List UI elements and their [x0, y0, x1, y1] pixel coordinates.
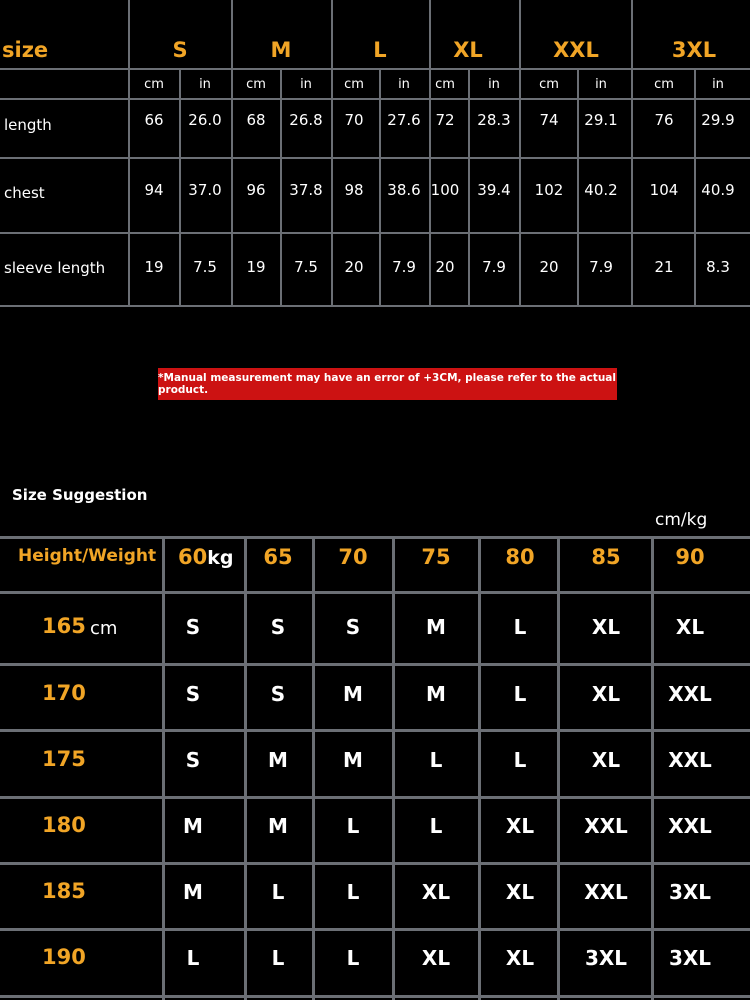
grid-line — [631, 0, 633, 307]
height-label-185: 185 — [42, 879, 86, 903]
suggested-size-cell: XL — [421, 880, 451, 904]
corner-label: Height/Weight — [18, 546, 157, 566]
unit-in-label: in — [199, 77, 211, 92]
unit-cm-label: cm — [539, 77, 559, 92]
measurement-cell: 26.8 — [289, 111, 323, 129]
height-label-170: 170 — [42, 681, 86, 705]
suggested-size-cell: S — [270, 682, 286, 706]
unit-in-label: in — [595, 77, 607, 92]
grid-line — [478, 536, 481, 1000]
unit-cm-label: cm — [344, 77, 364, 92]
measurement-cell: 29.9 — [701, 111, 735, 129]
measurement-cell: 100 — [430, 181, 460, 199]
grid-line — [0, 862, 750, 865]
grid-line — [0, 68, 750, 70]
grid-line — [0, 995, 750, 998]
unit-in-label: in — [398, 77, 410, 92]
measurement-cell: 68 — [246, 111, 266, 129]
size-header-3xl: 3XL — [671, 38, 717, 62]
suggested-size-cell: XL — [505, 946, 535, 970]
measurement-cell: 20 — [435, 258, 455, 276]
suggested-size-cell: 3XL — [584, 946, 628, 970]
suggested-size-cell: XL — [591, 748, 621, 772]
unit-in-label: in — [300, 77, 312, 92]
row-label-sleeve-length: sleeve length — [4, 259, 106, 277]
size-header-xxl: XXL — [553, 38, 599, 62]
suggested-size-cell: XL — [421, 946, 451, 970]
measurement-cell: 21 — [654, 258, 674, 276]
measurement-cell: 98 — [344, 181, 364, 199]
unit-in-label: in — [488, 77, 500, 92]
weight-value: 60 — [178, 545, 208, 569]
suggested-size-cell: L — [346, 946, 360, 970]
suggested-size-cell: XL — [591, 615, 621, 639]
size-header-l: L — [373, 38, 387, 62]
unit-cm-label: cm — [654, 77, 674, 92]
measurement-cell: 104 — [649, 181, 679, 199]
suggested-size-cell: L — [271, 946, 285, 970]
suggested-size-cell: XXL — [668, 682, 712, 706]
suggested-size-cell: L — [513, 748, 527, 772]
suggested-size-cell: M — [343, 748, 363, 772]
suggested-size-cell: S — [270, 615, 286, 639]
grid-line — [0, 591, 750, 594]
suggested-size-cell: M — [343, 682, 363, 706]
weight-header-75: 75 — [421, 545, 451, 569]
measurement-cell: 102 — [534, 181, 564, 199]
measurement-cell: 39.4 — [477, 181, 511, 199]
suggested-size-cell: M — [426, 682, 446, 706]
measurement-cell: 26.0 — [188, 111, 222, 129]
weight-header-60 — [178, 545, 233, 569]
suggested-size-cell: L — [513, 615, 527, 639]
unit-in-label: in — [712, 77, 724, 92]
unit-cm-label: cm — [435, 77, 455, 92]
size-header-m: M — [270, 38, 292, 62]
suggested-size-cell: L — [186, 946, 200, 970]
suggestion-title: Size Suggestion — [12, 486, 148, 504]
measurement-cell: 20 — [539, 258, 559, 276]
suggested-size-cell: S — [345, 615, 361, 639]
suggested-size-cell: M — [426, 615, 446, 639]
row-label-chest: chest — [4, 184, 45, 202]
unit-cm-label: cm — [246, 77, 266, 92]
measurement-cell: 72 — [435, 111, 455, 129]
suggested-size-cell: L — [346, 880, 360, 904]
measurement-cell: 37.0 — [188, 181, 222, 199]
grid-line — [0, 729, 750, 732]
measurement-cell: 96 — [246, 181, 266, 199]
height-unit: cm — [90, 618, 118, 639]
suggested-size-cell: L — [429, 748, 443, 772]
measurement-cell: 7.9 — [392, 258, 416, 276]
suggested-size-cell: XXL — [584, 814, 628, 838]
measurement-cell: 8.3 — [706, 258, 730, 276]
suggested-size-cell: M — [268, 748, 288, 772]
measurement-cell: 20 — [344, 258, 364, 276]
size-header-label: size — [2, 38, 49, 62]
grid-line — [392, 536, 395, 1000]
height-label-165: 165 — [42, 614, 86, 638]
grid-line — [0, 536, 750, 539]
suggested-size-cell: S — [185, 682, 201, 706]
grid-line — [0, 663, 750, 666]
suggested-size-cell: L — [513, 682, 527, 706]
measurement-note: *Manual measurement may have an error of +3CM, please refer to the actual product. — [158, 368, 617, 400]
measurement-cell: 38.6 — [387, 181, 421, 199]
grid-line — [0, 157, 750, 159]
suggested-size-cell: S — [185, 748, 201, 772]
suggested-size-cell: XXL — [584, 880, 628, 904]
measurement-cell: 66 — [144, 111, 164, 129]
measurement-cell: 74 — [539, 111, 559, 129]
suggested-size-cell: M — [183, 814, 203, 838]
measurement-cell: 37.8 — [289, 181, 323, 199]
measurement-cell: 76 — [654, 111, 674, 129]
row-label-length: length — [4, 116, 52, 134]
unit-cm-label: cm — [144, 77, 164, 92]
suggestion-units: cm/kg — [655, 510, 708, 530]
measurement-cell: 7.5 — [294, 258, 318, 276]
suggested-size-cell: XL — [675, 615, 705, 639]
suggested-size-cell: L — [271, 880, 285, 904]
size-header-xl: XL — [453, 38, 483, 62]
suggested-size-cell: S — [185, 615, 201, 639]
measurement-cell: 40.2 — [584, 181, 618, 199]
height-label-190: 190 — [42, 945, 86, 969]
suggested-size-cell: 3XL — [668, 880, 712, 904]
height-label-175: 175 — [42, 747, 86, 771]
suggested-size-cell: M — [268, 814, 288, 838]
weight-header-85: 85 — [591, 545, 621, 569]
suggested-size-cell: 3XL — [668, 946, 712, 970]
measurement-cell: 28.3 — [477, 111, 511, 129]
measurement-cell: 19 — [246, 258, 266, 276]
weight-header-90: 90 — [675, 545, 705, 569]
grid-line — [557, 536, 560, 1000]
suggested-size-cell: L — [346, 814, 360, 838]
grid-line — [0, 928, 750, 931]
grid-line — [0, 796, 750, 799]
measurement-cell: 27.6 — [387, 111, 421, 129]
measurement-cell: 70 — [344, 111, 364, 129]
grid-line — [0, 305, 750, 307]
measurement-cell: 7.5 — [193, 258, 217, 276]
suggested-size-cell: L — [429, 814, 443, 838]
suggested-size-cell: XXL — [668, 748, 712, 772]
grid-line — [651, 536, 654, 1000]
size-header-s: S — [172, 38, 188, 62]
measurement-cell: 19 — [144, 258, 164, 276]
weight-header-65: 65 — [263, 545, 293, 569]
suggested-size-cell: M — [183, 880, 203, 904]
suggested-size-cell: XL — [591, 682, 621, 706]
weight-unit: kg — [207, 547, 234, 569]
suggested-size-cell: XXL — [668, 814, 712, 838]
measurement-cell: 94 — [144, 181, 164, 199]
measurement-cell: 7.9 — [482, 258, 506, 276]
grid-line — [0, 232, 750, 234]
measurement-cell: 7.9 — [589, 258, 613, 276]
weight-header-80: 80 — [505, 545, 535, 569]
suggested-size-cell: XL — [505, 880, 535, 904]
weight-header-70: 70 — [338, 545, 368, 569]
measurement-cell: 40.9 — [701, 181, 735, 199]
measurement-cell: 29.1 — [584, 111, 618, 129]
height-label-180: 180 — [42, 813, 86, 837]
suggested-size-cell: XL — [505, 814, 535, 838]
grid-line — [0, 98, 750, 100]
